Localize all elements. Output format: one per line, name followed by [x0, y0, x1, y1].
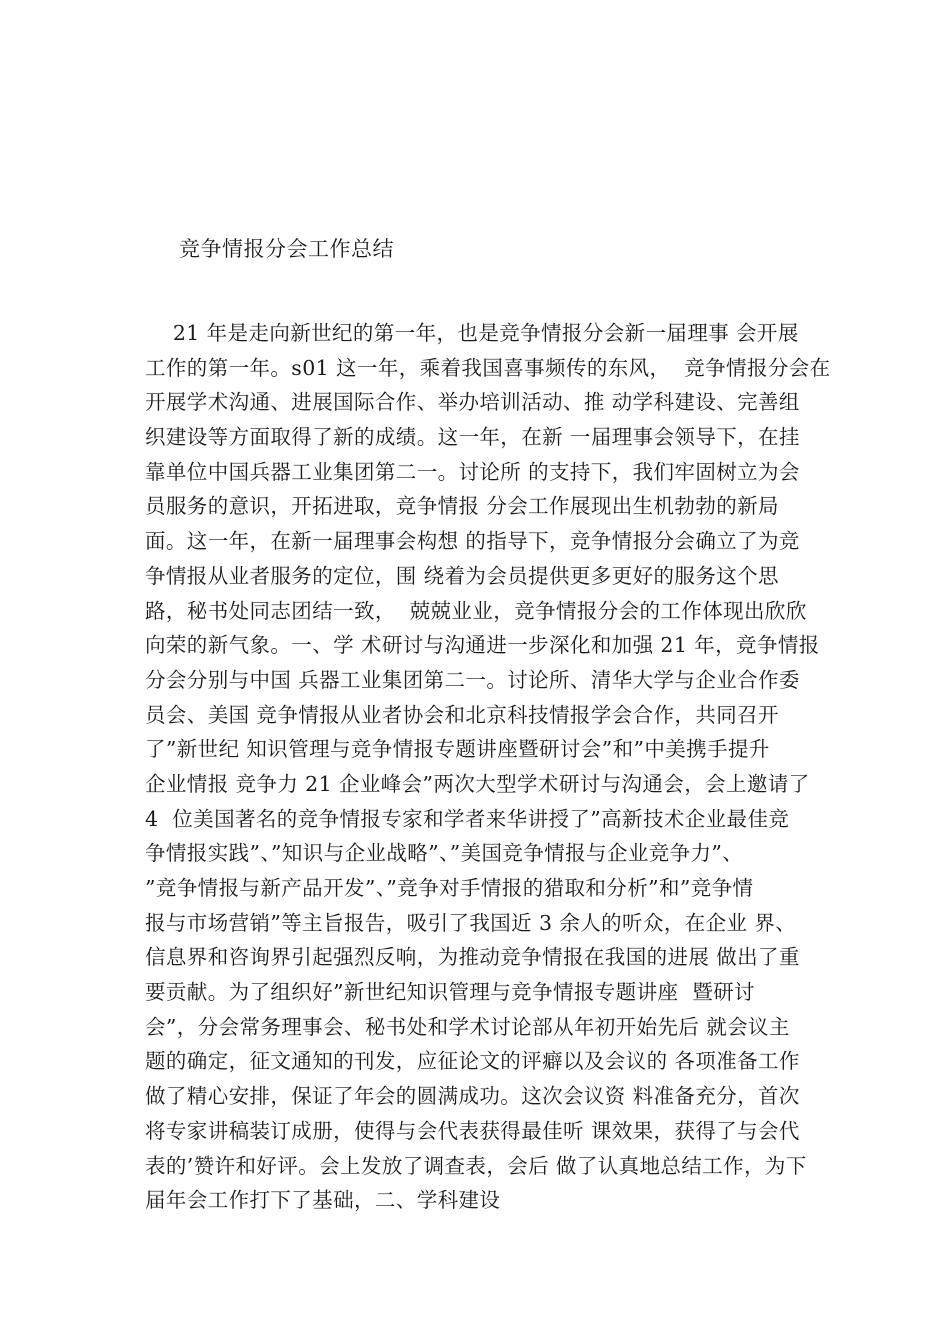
body-line: 了”新世纪 知识管理与竞争情报专题讲座暨研讨会”和”中美携手提升 [145, 737, 770, 762]
body-line: 开展学术沟通、进展国际合作、举办培训活动、推 动学科建设、完善组 [145, 390, 800, 415]
body-line: 员服务的意识，开拓进取，竞争情报 分会工作展现出生机勃勃的新局 [145, 494, 779, 519]
document-title: 竞争情报分会工作总结 [179, 237, 394, 261]
body-line: 21 年是走向新世纪的第一年，也是竞争情报分会新一届理事 会开展 [145, 321, 799, 345]
body-line: 路，秘书处同志团结一致， 兢兢业业，竞争情报分会的工作体现出欣欣 [145, 598, 807, 623]
body-line: 报与市场营销”等主旨报告，吸引了我国近 3 余人的听众，在企业 界、 [145, 910, 797, 935]
body-line: 将专家讲稿装订成册，使得与会代表获得最佳听 课效果，获得了与会代 [145, 1118, 800, 1143]
body-line: 向荣的新气象。一、学 术研讨与沟通进一步深化和加强 21 年，竞争情报 [145, 633, 820, 658]
body-line: 做了精心安排，保证了年会的圆满成功。这次会议资 料准备充分，首次 [145, 1084, 800, 1109]
body-line: 分会分别与中国 兵器工业集团第二一。讨论所、清华大学与企业合作委 [145, 667, 800, 692]
body-line: 争情报从业者服务的定位，围 绕着为会员提供更多更好的服务这个思 [145, 563, 779, 588]
body-line: 织建设等方面取得了新的成绩。这一年，在新 一届理事会领导下，在挂 [145, 425, 800, 450]
body-line: 届年会工作打下了基础，二、学科建设 [145, 1188, 501, 1213]
body-line: 4 位美国著名的竞争情报专家和学者来华讲授了”高新技术企业最佳竞 [145, 806, 790, 831]
body-line: 争情报实践”、”知识与企业战略”、”美国竞争情报与企业竞争力”、 [145, 841, 744, 866]
body-line: 靠单位中国兵器工业集团第二一。讨论所 的支持下，我们牢固树立为会 [145, 459, 800, 484]
body-line: ”竞争情报与新产品开发”、”竞争对手情报的猎取和分析”和”竞争情 [145, 876, 754, 900]
body-line: 题的确定，征文通知的刊发，应征论文的评癖以及会议的 各项准备工作 [145, 1049, 800, 1074]
body-line: 企业情报 竞争力 21 企业峰会”两次大型学术研讨与沟通会，会上邀请了 [145, 771, 810, 796]
body-line: 信息界和咨询界引起强烈反响，为推动竞争情报在我国的进展 做出了重 [145, 945, 800, 970]
body-line: 要贡献。为了组织好”新世纪知识管理与竞争情报专题讲座 暨研讨 [145, 980, 755, 1005]
body-line: 工作的第一年。s01 这一年，乘着我国喜事频传的东风， 竞争情报分会在 [145, 355, 831, 380]
document-body [145, 316, 845, 1218]
body-line: 会”，分会常务理事会、秘书处和学术讨论部从年初开始先后 就会议主 [145, 1014, 790, 1039]
body-line: 面。这一年，在新一届理事会构想 的指导下，竞争情报分会确立了为竞 [145, 529, 800, 554]
body-line: 表的’赞许和好评。会上发放了调查表，会后 做了认真地总结工作，为下 [145, 1153, 807, 1178]
body-line: 员会、美国 竞争情报从业者协会和北京科技情报学会合作，共同召开 [145, 702, 779, 727]
